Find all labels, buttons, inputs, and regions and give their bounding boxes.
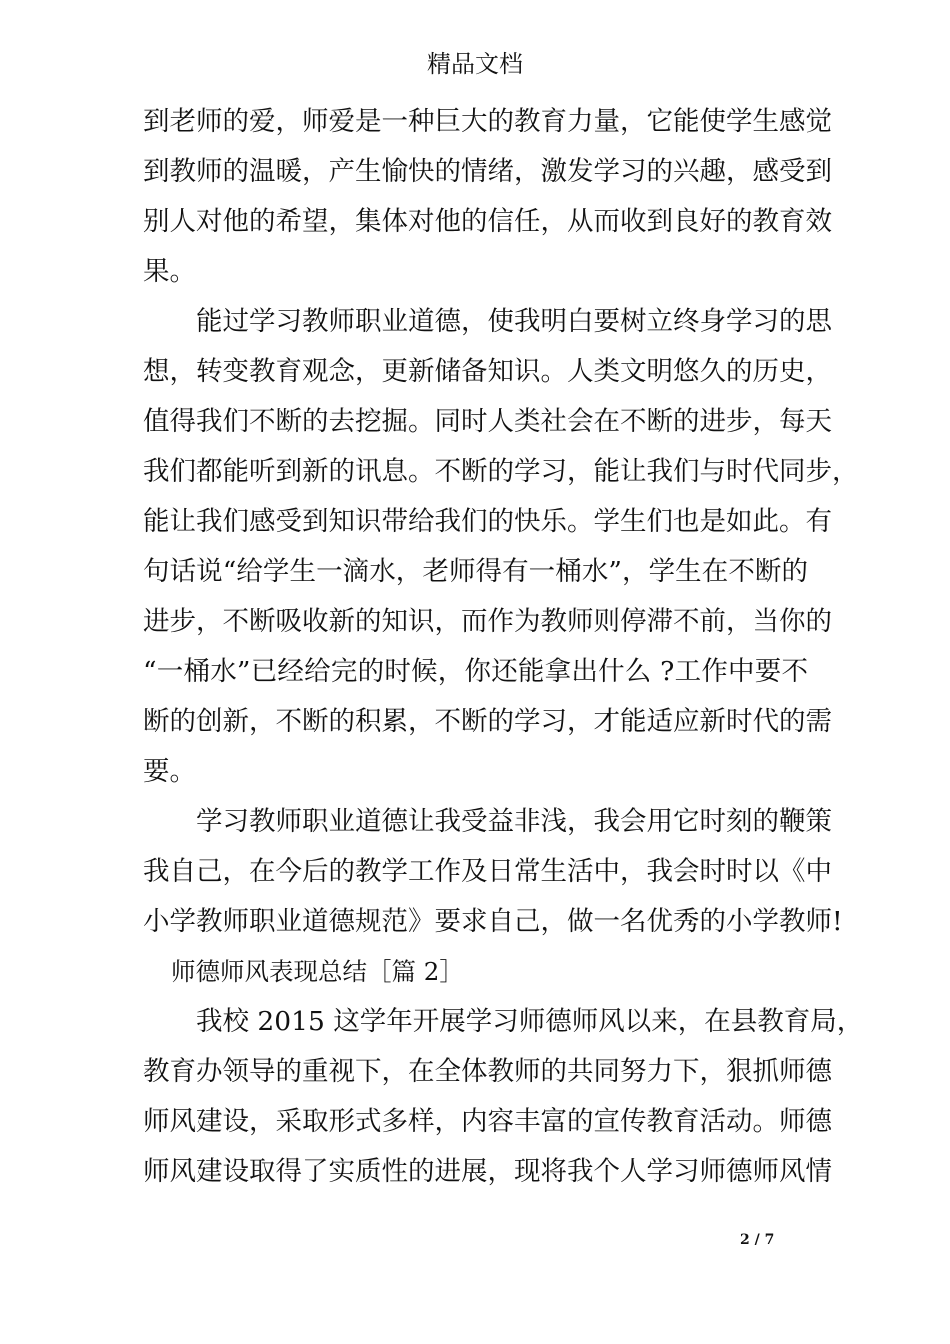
text-line: 值得我们不断的去挖掘。同时人类社会在不断的进步，每天 [143,406,832,437]
page-number: 2 / 7 [740,1232,775,1248]
text-line: “一桶水”已经给完的时候，你还能拿出什么 ?工作中要不 [143,656,808,687]
text-line: 别人对他的希望，集体对他的信任，从而收到良好的教育效 [143,206,832,237]
text-line: 到老师的爱，师爱是一种巨大的教育力量，它能使学生感觉 [143,106,832,137]
section-heading: 师德师风表现总结［篇 2］ [171,957,464,986]
text-line: 到教师的温暖，产生愉快的情绪，激发学习的兴趣，感受到 [143,156,832,187]
text-line: 想，转变教育观念，更新储备知识。人类文明悠久的历史， [143,356,832,387]
document-body [143,97,864,1197]
text-line: 师风建设，采取形式多样，内容丰富的宣传教育活动。师德 [143,1106,832,1137]
text-line: 我们都能听到新的讯息。不断的学习，能让我们与时代同步， [143,456,859,487]
text-line: 能让我们感受到知识带给我们的快乐。学生们也是如此。有 [143,506,832,537]
text-line: 小学教师职业道德规范》要求自己，做一名优秀的小学教师! [143,906,843,937]
text-line: 断的创新，不断的积累，不断的学习，才能适应新时代的需 [143,706,832,737]
text-line: 能过学习教师职业道德，使我明白要树立终身学习的思 [196,306,832,337]
text-line: 句话说“给学生一滴水，老师得有一桶水”，学生在不断的 [143,556,808,587]
text-line: 我校 2015 这学年开展学习师德师风以来，在县教育局， [196,1006,864,1037]
text-line: 进步，不断吸收新的知识，而作为教师则停滞不前，当你的 [143,606,832,637]
text-line: 学习教师职业道德让我受益非浅，我会用它时刻的鞭策 [196,806,832,837]
text-line: 师风建设取得了实质性的进展，现将我个人学习师德师风情 [143,1156,832,1187]
page-header-title: 精品文档 [427,50,523,78]
text-line: 果。 [143,256,196,287]
text-line: 要。 [143,756,196,787]
text-line: 教育办领导的重视下，在全体教师的共同努力下，狠抓师德 [143,1056,832,1087]
text-line: 我自己，在今后的教学工作及日常生活中，我会时时以《中 [143,856,832,887]
